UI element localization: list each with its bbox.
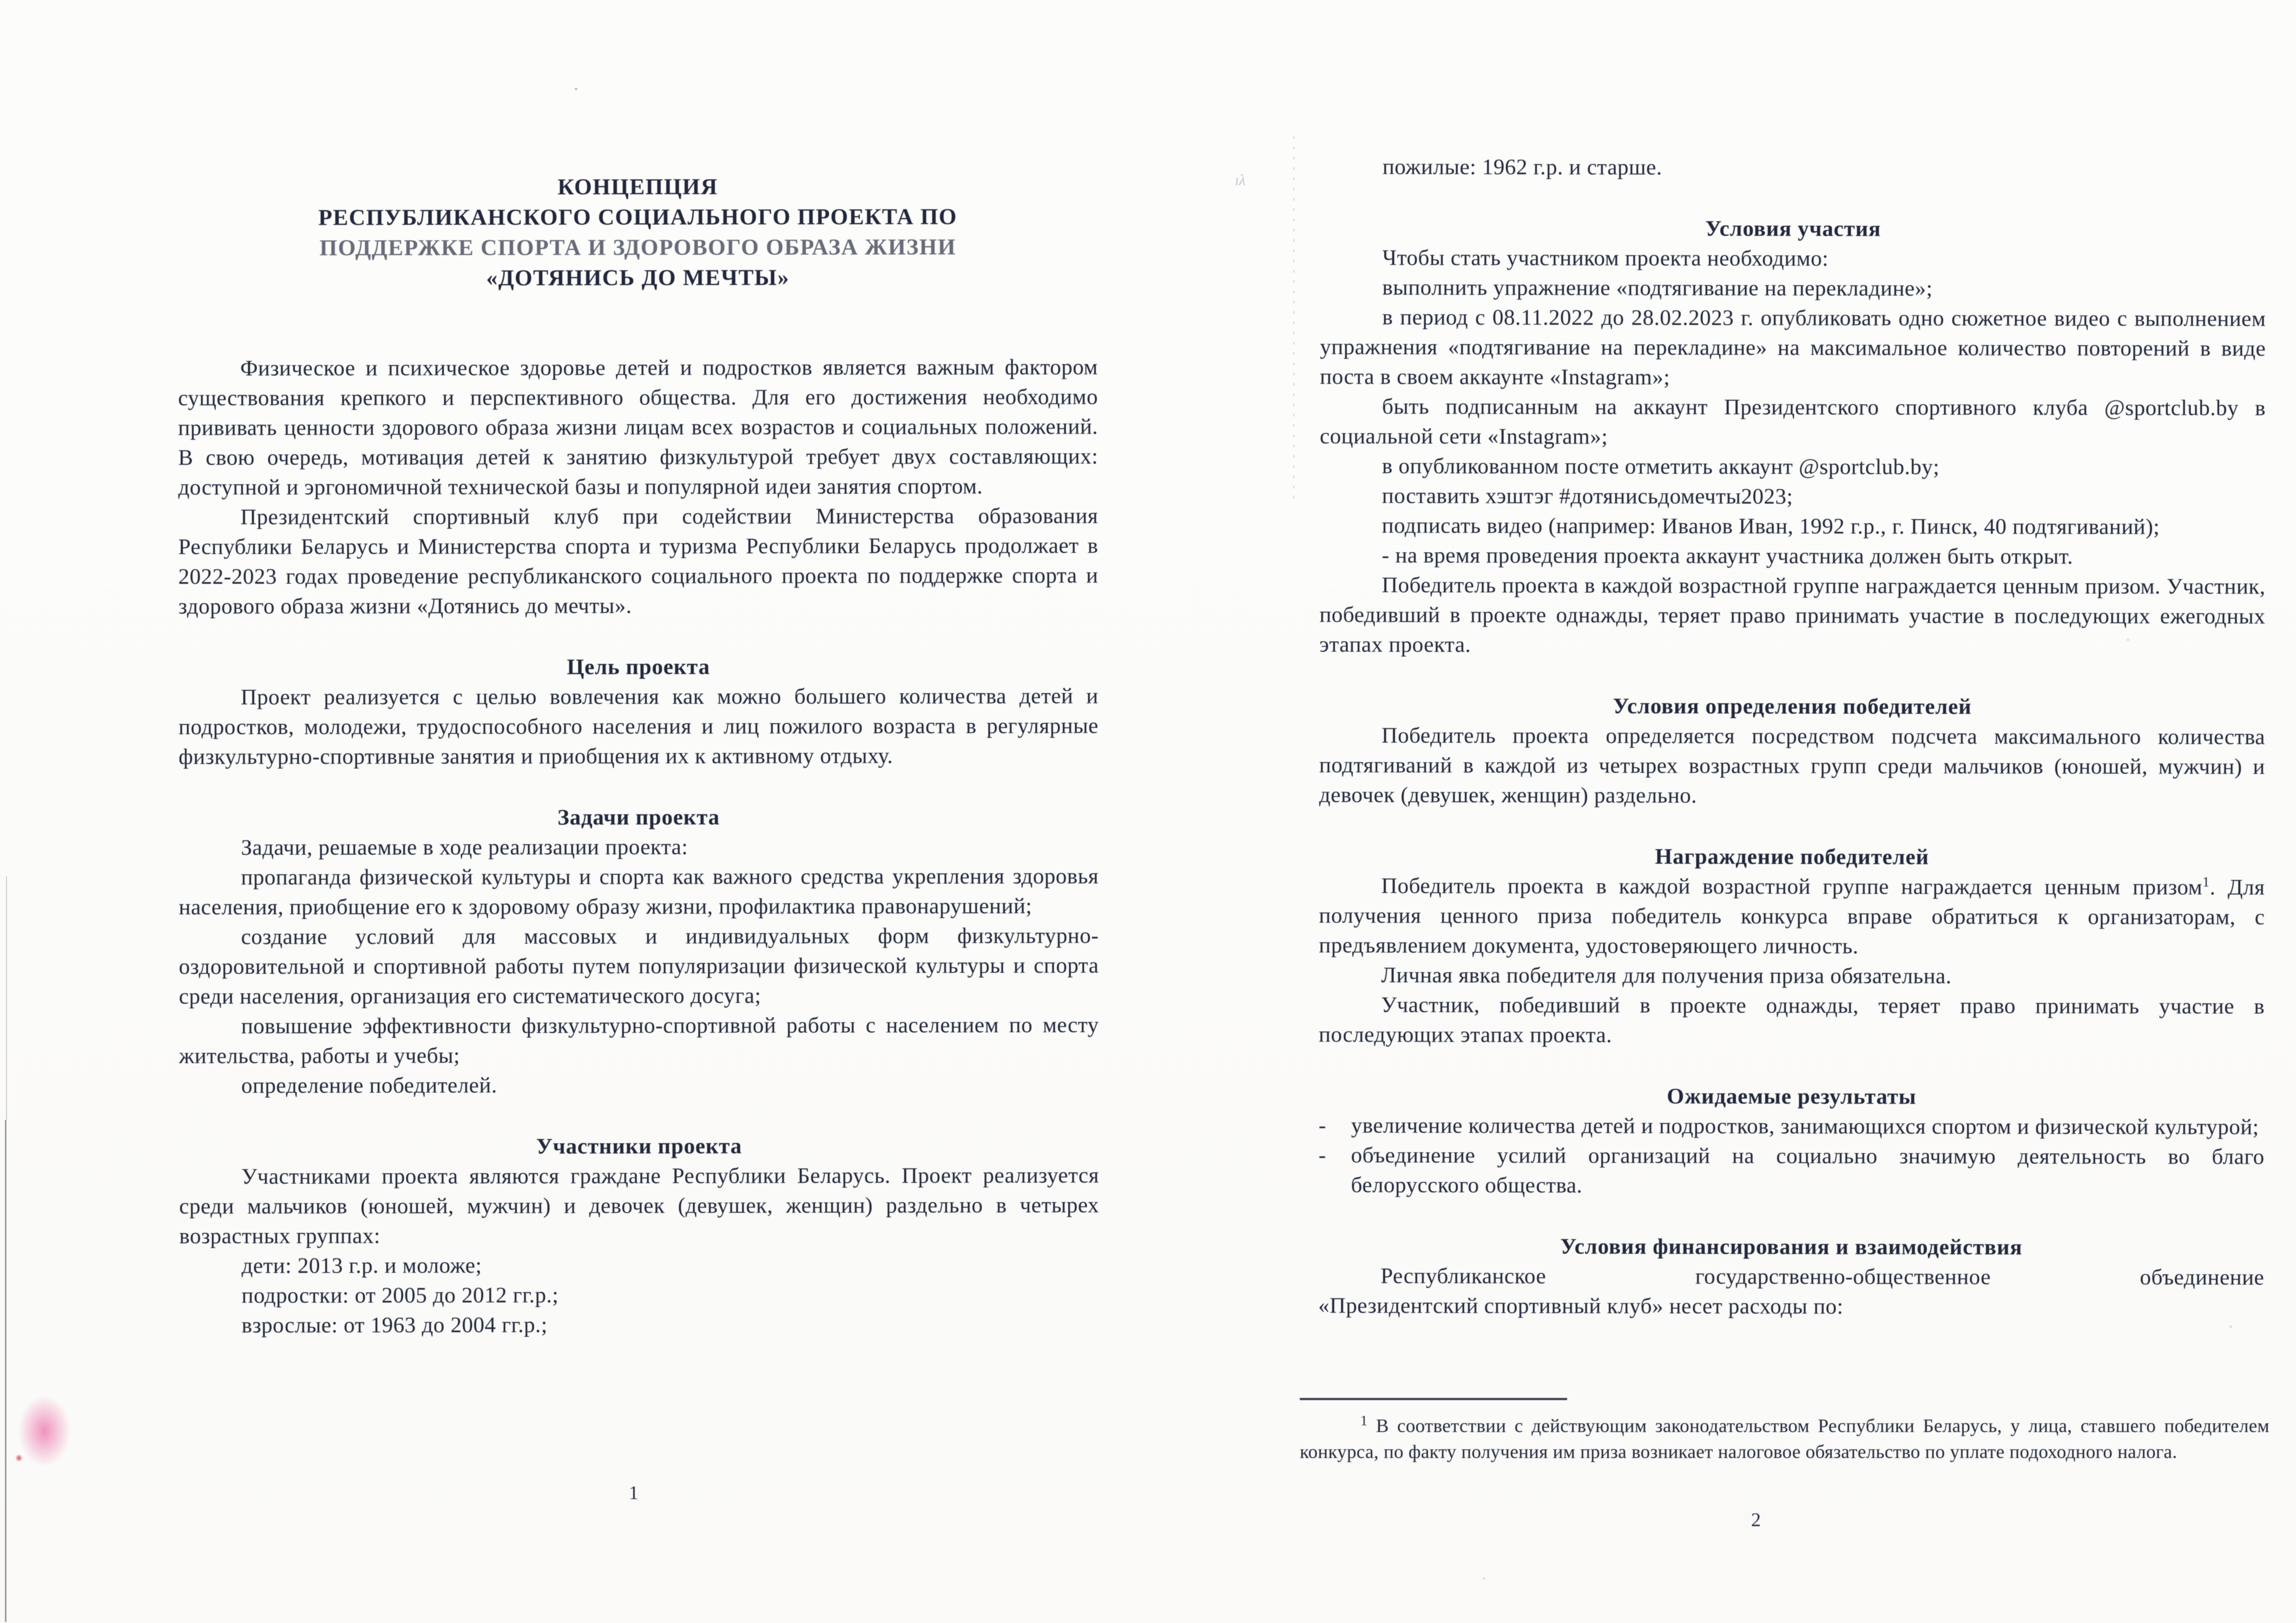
goal-heading: Цель проекта [567,654,710,679]
scan-speck [1602,346,1604,349]
scan-artifact-pink-smudge [18,1396,70,1466]
condition-item-3: быть подписанным на аккаунт Президентского спортивного клуба @sportclub.by в социальной сети «Instagram»; [1319,393,2266,449]
expected-result-text-1: увеличение количества детей и подростков, занимающихся спортом и физической культурой; [1351,1112,2259,1139]
condition-item-5: поставить хэштэг #дотянисьдомечты2023; [1381,483,1793,509]
page-divider-dotted-line [1293,136,1294,499]
footnote-text [1300,1413,2269,1465]
scan-artifact-top-mark: ıλ [1235,172,1246,189]
page-1 [177,171,1099,1340]
title-line-1: КОНЦЕПЦИЯ [557,174,718,200]
title-line-3: ПОДДЕРЖКЕ СПОРТА И ЗДОРОВОГО ОБРАЗА ЖИЗНИ [319,235,956,261]
conditions-note: Победитель проекта в каждой возрастной группе награждается ценным призом. Участник, победивший в проекте однажды, теряет право принимать участие в последующих ежегодных этапах проекта. [1319,572,2266,657]
footnote-marker: 1 [1360,1413,1368,1429]
document-title [177,171,1097,294]
condition-item-4: в опубликованном посте отметить аккаунт @sportclub.by; [1381,453,1940,479]
footnote-separator [1300,1398,1567,1400]
tasks-heading: Задачи проекта [557,804,720,830]
title-line-4: «ДОТЯНИСЬ ДО МЕЧТЫ» [486,265,790,291]
awarding-text-before-footnote: Победитель проекта в каждой возрастной группе награждается ценным призом [1381,873,2203,900]
condition-item-7: - на время проведения проекта аккаунт участника должен быть открыт. [1381,542,2074,569]
tasks-intro: Задачи, решаемые в ходе реализации проекта: [241,834,688,860]
expected-result-item-2 [1319,1140,2265,1201]
age-group-seniors: пожилые: 1962 г.р. и старше. [1382,154,1662,180]
awarding-heading: Награждение победителей [1655,843,1929,869]
financing-line-1: Республиканское государственно-общественное объединение [1380,1263,2265,1290]
participants-paragraph: Участниками проекта являются граждане Республики Беларусь. Проект реализуется среди мальчиков (юношей, мужчин) и девочек (девушек, женщин) раздельно в четырех возрастных группах: [179,1162,1100,1249]
title-line-2: РЕСПУБЛИКАНСКОГО СОЦИАЛЬНОГО ПРОЕКТА ПО [318,204,958,230]
intro-paragraph-1: Физическое и психическое здоровье детей и подростков является важным фактором существования крепкого и перспективного общества. Для его достижения необходимо прививать ценности здорового образа жизни лицам всех возрастов и социальных положений. В свою очередь, мотивация детей к занятию физкультурой требует двух составляющих: доступной и эргономичной технической базы и популярной идеи занятия спортом. [178,354,1098,500]
page-number-2: 2 [1751,1509,1761,1530]
condition-item-1: выполнить упражнение «подтягивание на перекладине»; [1382,274,1933,301]
footnote-body: В соответствии с действующим законодательством Республики Беларусь, у лица, ставшего победителем конкурса, по факту получения им приза возникает налоговое обязательство по уплате подоходного налога. [1300,1415,2269,1462]
awarding-text-after-footnote: . Для получения ценного приза победитель конкурса вправе обратиться к организаторам, с предъявлением документа, удостоверяющего личность. [1319,874,2265,959]
task-item-2: создание условий для массовых и индивидуальных форм физкультурно-оздоровительной и спортивной работы путем популяризации физической культуры и спорта среди населения, организация его систематического досуга; [179,922,1099,1009]
scan-artifact-red-dot [15,1454,23,1462]
winner-determination-heading: Условия определения победителей [1613,693,1972,719]
financing-heading: Условия финансирования и взаимодействия [1560,1233,2023,1259]
expected-result-item-1 [1319,1110,2265,1142]
scan-edge-line-faint [6,876,7,1120]
awarding-paragraph-3: Участник, победивший в проекте однажды, теряет право принимать участие в последующих этапах проекта. [1318,992,2265,1047]
task-item-1: пропаганда физической культуры и спорта как важного средства укрепления здоровья населения, приобщение его к здоровому образу жизни, профилактика правонарушений; [179,863,1099,920]
bullet-dash-icon: - [1318,1142,1326,1167]
financing-line-2: «Президентский спортивный клуб» несет расходы по: [1318,1292,1844,1319]
intro-paragraph-2: Президентский спортивный клуб при содействии Министерства образования Республики Беларусь и Министерства спорта и туризма Республики Беларусь продолжает в 2022-2023 годах проведение республиканского социального проекта по поддержке спорта и здорового образа жизни «Дотянись до мечты». [178,503,1098,619]
age-group-teens: подростки: от 2005 до 2012 гг.р.; [241,1282,559,1308]
awarding-paragraph-1 [1319,870,2265,961]
participation-conditions-heading: Условия участия [1705,215,1881,241]
age-group-adults: взрослые: от 1963 до 2004 гг.р.; [241,1312,548,1338]
expected-result-text-2: объединение усилий организаций на социально значимую деятельность во благо белорусского общества. [1351,1142,2265,1198]
page-2 [1318,151,2266,1322]
conditions-intro: Чтобы стать участником проекта необходимо: [1382,245,1829,271]
scan-edge-line [5,1120,6,1622]
condition-item-2: в период с 08.11.2022 до 28.02.2023 г. опубликовать одно сюжетное видео с выполнением упражнения «подтягивание на перекладине» на максимальное количество повторений в виде поста в своем аккаунте «Instagram»; [1320,304,2266,390]
scan-speck [2127,638,2129,641]
scan-speck [1483,1577,1485,1580]
bullet-dash-icon: - [1318,1112,1326,1138]
task-item-3: повышение эффективности физкультурно-спортивной работы с населением по месту жительства, работы и учебы; [179,1012,1099,1068]
expected-results-heading: Ожидаемые результаты [1667,1083,1917,1109]
footnote [1300,1398,2269,1465]
winner-determination-paragraph: Победитель проекта определяется посредством подсчета максимального количества подтягиваний в каждой из четырех возрастных групп среди мальчиков (юношей, мужчин) и девочек (девушек, женщин) раздельно. [1319,722,2266,808]
awarding-paragraph-2: Личная явка победителя для получения приза обязательна. [1381,962,1952,988]
scan-speck [281,766,284,768]
task-item-4: определение победителей. [241,1072,497,1098]
page-number-1: 1 [629,1482,639,1503]
participants-heading: Участники проекта [536,1133,742,1159]
age-group-children: дети: 2013 г.р. и моложе; [241,1252,482,1278]
goal-paragraph: Проект реализуется с целью вовлечения как можно большего количества детей и подростков, молодежи, трудоспособного населения и лиц пожилого возраста в регулярные физкультурно-спортивные занятия и приобщения их к активному отдыху. [178,683,1098,769]
footnote-reference: 1 [2202,874,2210,890]
scan-speck [575,88,577,90]
scan-speck [2229,1325,2232,1328]
condition-item-6: подписать видео (например: Иванов Иван, 1992 г.р., г. Пинск, 40 подтягиваний); [1381,512,2160,539]
